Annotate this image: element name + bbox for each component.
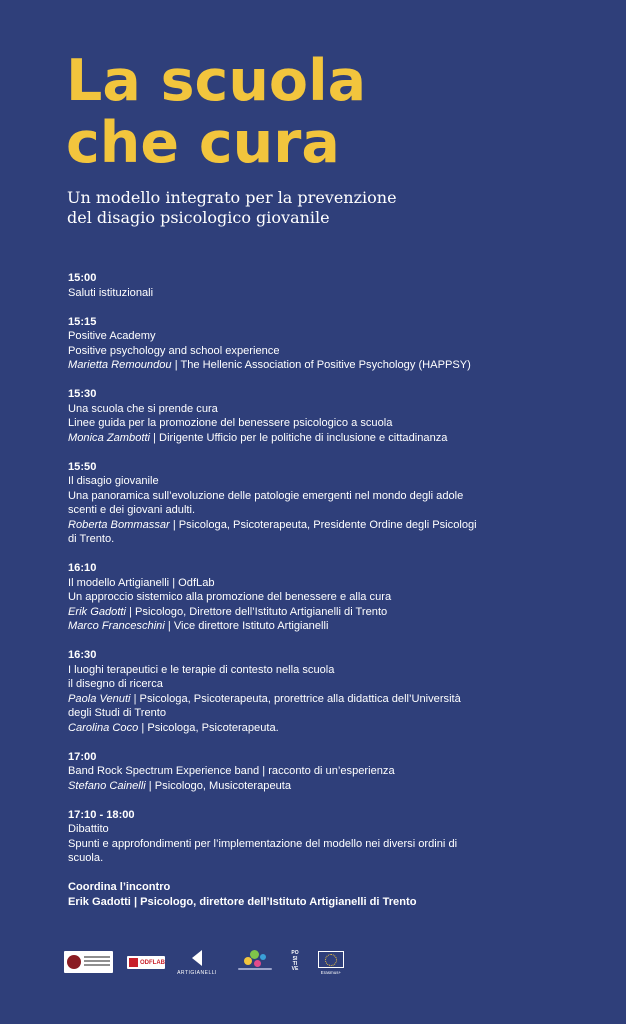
- university-seal-icon: [67, 955, 81, 969]
- speaker-name: Erik Gadotti: [68, 605, 126, 618]
- speaker-role: | Dirigente Ufficio per le politiche di inclusione e cittadinanza: [150, 431, 448, 444]
- speaker-line: [68, 779, 608, 794]
- session-time: 15:30: [68, 388, 97, 400]
- session-text: Band Rock Spectrum Experience band | racconto di un’esperienza: [68, 765, 395, 777]
- eu-flag-icon: [318, 951, 344, 968]
- program-session: [68, 750, 608, 794]
- coordina-label: Coordina l’incontro: [68, 881, 171, 893]
- program-session: [68, 271, 608, 300]
- session-text: Linee guida per la promozione del benessere psicologico a scuola: [68, 417, 393, 429]
- poster-title: [66, 50, 366, 174]
- session-text: il disegno di ricerca: [68, 678, 163, 690]
- speaker-line: [68, 358, 608, 373]
- session-text: scenti e dei giovani adulti.: [68, 504, 196, 516]
- program-schedule: [68, 271, 608, 924]
- speaker-name: Carolina Coco: [68, 721, 139, 734]
- university-trento-logo: [64, 951, 113, 973]
- session-text: Saluti istituzionali: [68, 286, 154, 299]
- speaker-name: Paola Venuti: [68, 692, 131, 705]
- session-text: Una scuola che si prende cura: [68, 402, 218, 415]
- program-session: [68, 315, 608, 373]
- positive-logo: PO SI TI VE: [291, 950, 299, 973]
- speaker-line: [68, 692, 608, 707]
- coordina-section: [68, 880, 608, 909]
- session-time: 16:10: [68, 562, 97, 574]
- speaker-name: Marco Franceschini: [68, 620, 165, 632]
- session-time: 17:10 - 18:00: [68, 808, 135, 821]
- speaker-line: [68, 619, 608, 634]
- session-text: Positive Academy: [68, 330, 156, 342]
- program-session: [68, 648, 608, 735]
- speaker-role: | The Hellenic Association of Positive Psychology (HAPPSY): [171, 359, 471, 371]
- speaker-line: [68, 518, 608, 533]
- speaker-role: | Psicologa, Psicoterapeuta, prorettrice alla didattica dell’Università: [130, 692, 461, 705]
- artigianelli-mark-icon: [192, 950, 202, 966]
- program-session: [68, 460, 608, 547]
- speaker-line: [68, 721, 608, 736]
- session-time: 15:15: [68, 315, 97, 328]
- title-line-1: La scuola: [66, 48, 367, 114]
- session-text: Spunti e approfondimenti per l’implementazione del modello nei diversi ordini di: [68, 837, 458, 850]
- program-session: [68, 561, 608, 634]
- session-text: I luoghi terapeutici e le terapie di contesto nella scuola: [68, 663, 335, 676]
- speaker-line: [68, 431, 608, 446]
- speaker-name: Stefano Cainelli: [68, 779, 146, 792]
- program-session: [68, 387, 608, 445]
- coordina-person: Erik Gadotti | Psicologo, direttore dell’Istituto Artigianelli di Trento: [68, 895, 417, 908]
- session-time: 15:50: [68, 460, 97, 473]
- speaker-name: Monica Zambotti: [68, 431, 151, 444]
- artigianelli-logo: ARTIGIANELLI: [177, 948, 217, 978]
- odflab-logo: ODFLAB: [127, 956, 165, 969]
- title-line-2: che cura: [66, 110, 340, 176]
- speaker-role: | Psicologa, Psicoterapeuta, Presidente Ordine degli Psicologi: [169, 518, 477, 531]
- speaker-line: [68, 605, 608, 620]
- session-time: 15:00: [68, 272, 97, 284]
- speaker-role-continued: degli Studi di Trento: [68, 707, 167, 719]
- session-text: Il disagio giovanile: [68, 475, 159, 487]
- poster-subtitle: [67, 188, 397, 228]
- speaker-role: | Vice direttore Istituto Artigianelli: [164, 620, 329, 632]
- session-time: 16:30: [68, 649, 97, 661]
- session-text: Una panoramica sull’evoluzione delle patologie emergenti nel mondo degli adole: [68, 489, 464, 502]
- speaker-name: Roberta Bommassar: [68, 518, 170, 531]
- speaker-role: | Psicologo, Direttore dell’Istituto Artigianelli di Trento: [125, 605, 388, 618]
- session-time: 17:00: [68, 750, 97, 763]
- speaker-role: | Psicologo, Musicoterapeuta: [145, 779, 292, 792]
- ordine-psicologi-logo: [236, 948, 274, 976]
- session-text: scuola.: [68, 852, 104, 864]
- program-session: [68, 808, 608, 866]
- session-text: Un approccio sistemico alla promozione del benessere e alla cura: [68, 591, 392, 603]
- subtitle-line-1: Un modello integrato per la prevenzione: [67, 188, 397, 207]
- speaker-role: | Psicologa, Psicoterapeuta.: [138, 721, 279, 734]
- partner-logos: [64, 948, 364, 982]
- session-text: Positive psychology and school experience: [68, 344, 280, 357]
- speaker-name: Marietta Remoundou: [68, 359, 172, 371]
- session-text: Il modello Artigianelli | OdfLab: [68, 576, 215, 589]
- speaker-role-continued: di Trento.: [68, 533, 115, 545]
- erasmus-logo: Erasmus+: [318, 951, 344, 975]
- subtitle-line-2: del disagio psicologico giovanile: [67, 208, 330, 227]
- session-text: Dibattito: [68, 823, 109, 835]
